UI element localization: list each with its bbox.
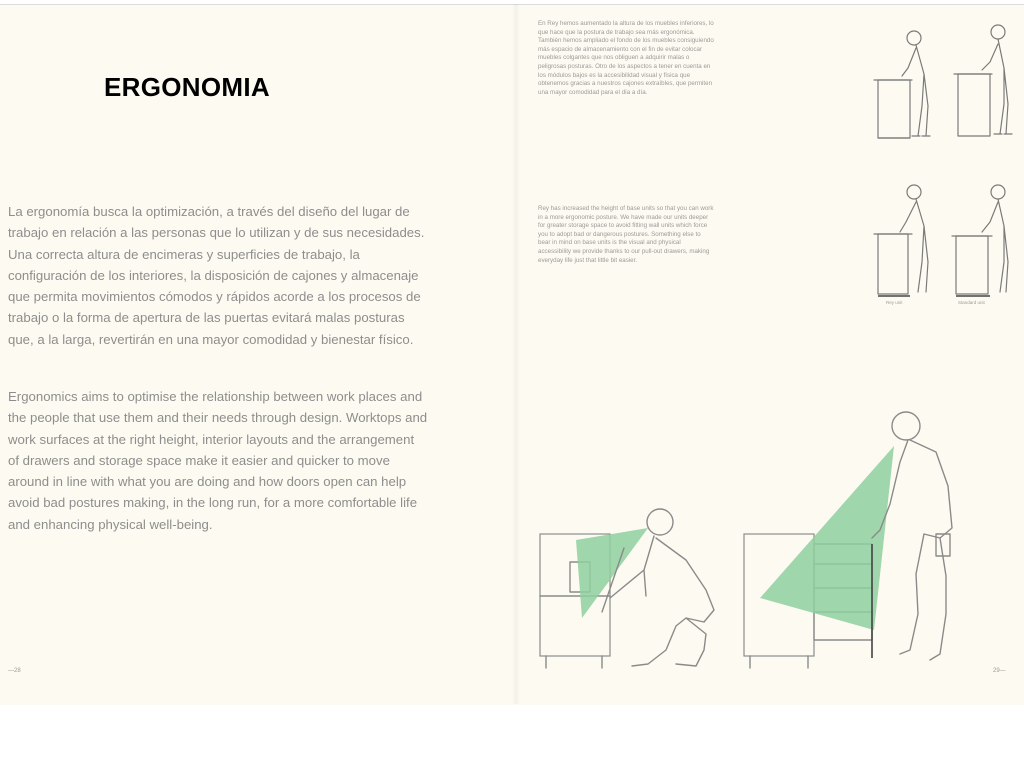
body-text-spanish: La ergonomía busca la optimización, a través del diseño del lugar de trabajo en relación a las personas que lo utilizan y de sus necesidades. Una correcta altura de encimeras y superficies de trabajo, la configuración de los interiores, la disposición de cajones y almacenaje que permita movimientos cómodos y rápidos acorde a los procesos de trabajo o la forma de apertura de las puertas evitará malas posturas que, a la larga, revertirán en una mayor comodidad y bienestar físico. — [8, 204, 425, 347]
illustration-standing-person — [740, 404, 970, 684]
illustration-crouching-person — [536, 500, 726, 680]
body-text-english: Ergonomics aims to optimise the relationship between work places and the people that use them and their needs through design. Worktops and work surfaces at the right height, interior layouts and the arrangement of drawers and storage space make it easier and quicker to move around in line with what you are doing and how doors open can help avoid bad postures making, in the long run, for a more comfortable life and enhancing physical well-being. — [8, 389, 428, 532]
side-text-english: Rey has increased the height of base units so that you can work in a more ergonomic posture. We have made our units deeper for greater storage space to avoid fitting wall units which force you to adopt bad or dangerous postures. Something else to bear in mind on base units is the visual and physical accessibility we provide thanks to our pull-out drawers, making everyday life just that little bit easier. — [538, 205, 714, 264]
illustration-person-at-counter-4 — [952, 180, 1022, 300]
page-number-right: 29— — [993, 668, 1006, 674]
figure-caption-1: Rey unit — [886, 300, 903, 305]
page-gutter — [512, 4, 520, 704]
figure-caption-2: Standard unit — [958, 300, 985, 305]
illustration-person-at-counter-2 — [952, 20, 1022, 144]
illustration-person-at-counter-1 — [872, 24, 942, 144]
side-text-spanish: En Rey hemos aumentado la altura de los muebles inferiores, lo que hace que la postura de trabajo sea más ergonómica. También hemos ampliado el fondo de los muebles consiguiendo más espacio de almacenamiento con el fin de evitar colocar muebles colgantes que nos obliguen a adquirir malas o peligrosas posturas. Otro de los aspectos a tener en cuenta en los módulos bajos es la accesibilidad visual y física que obtenemos gracias a nuestros cajones extraíbles, que permiten una mayor comodidad para el día a día. — [538, 20, 714, 96]
page-title: ERGONOMIA — [104, 72, 270, 102]
illustration-person-at-counter-3 — [872, 180, 942, 300]
page-number-left: —28 — [8, 668, 21, 674]
